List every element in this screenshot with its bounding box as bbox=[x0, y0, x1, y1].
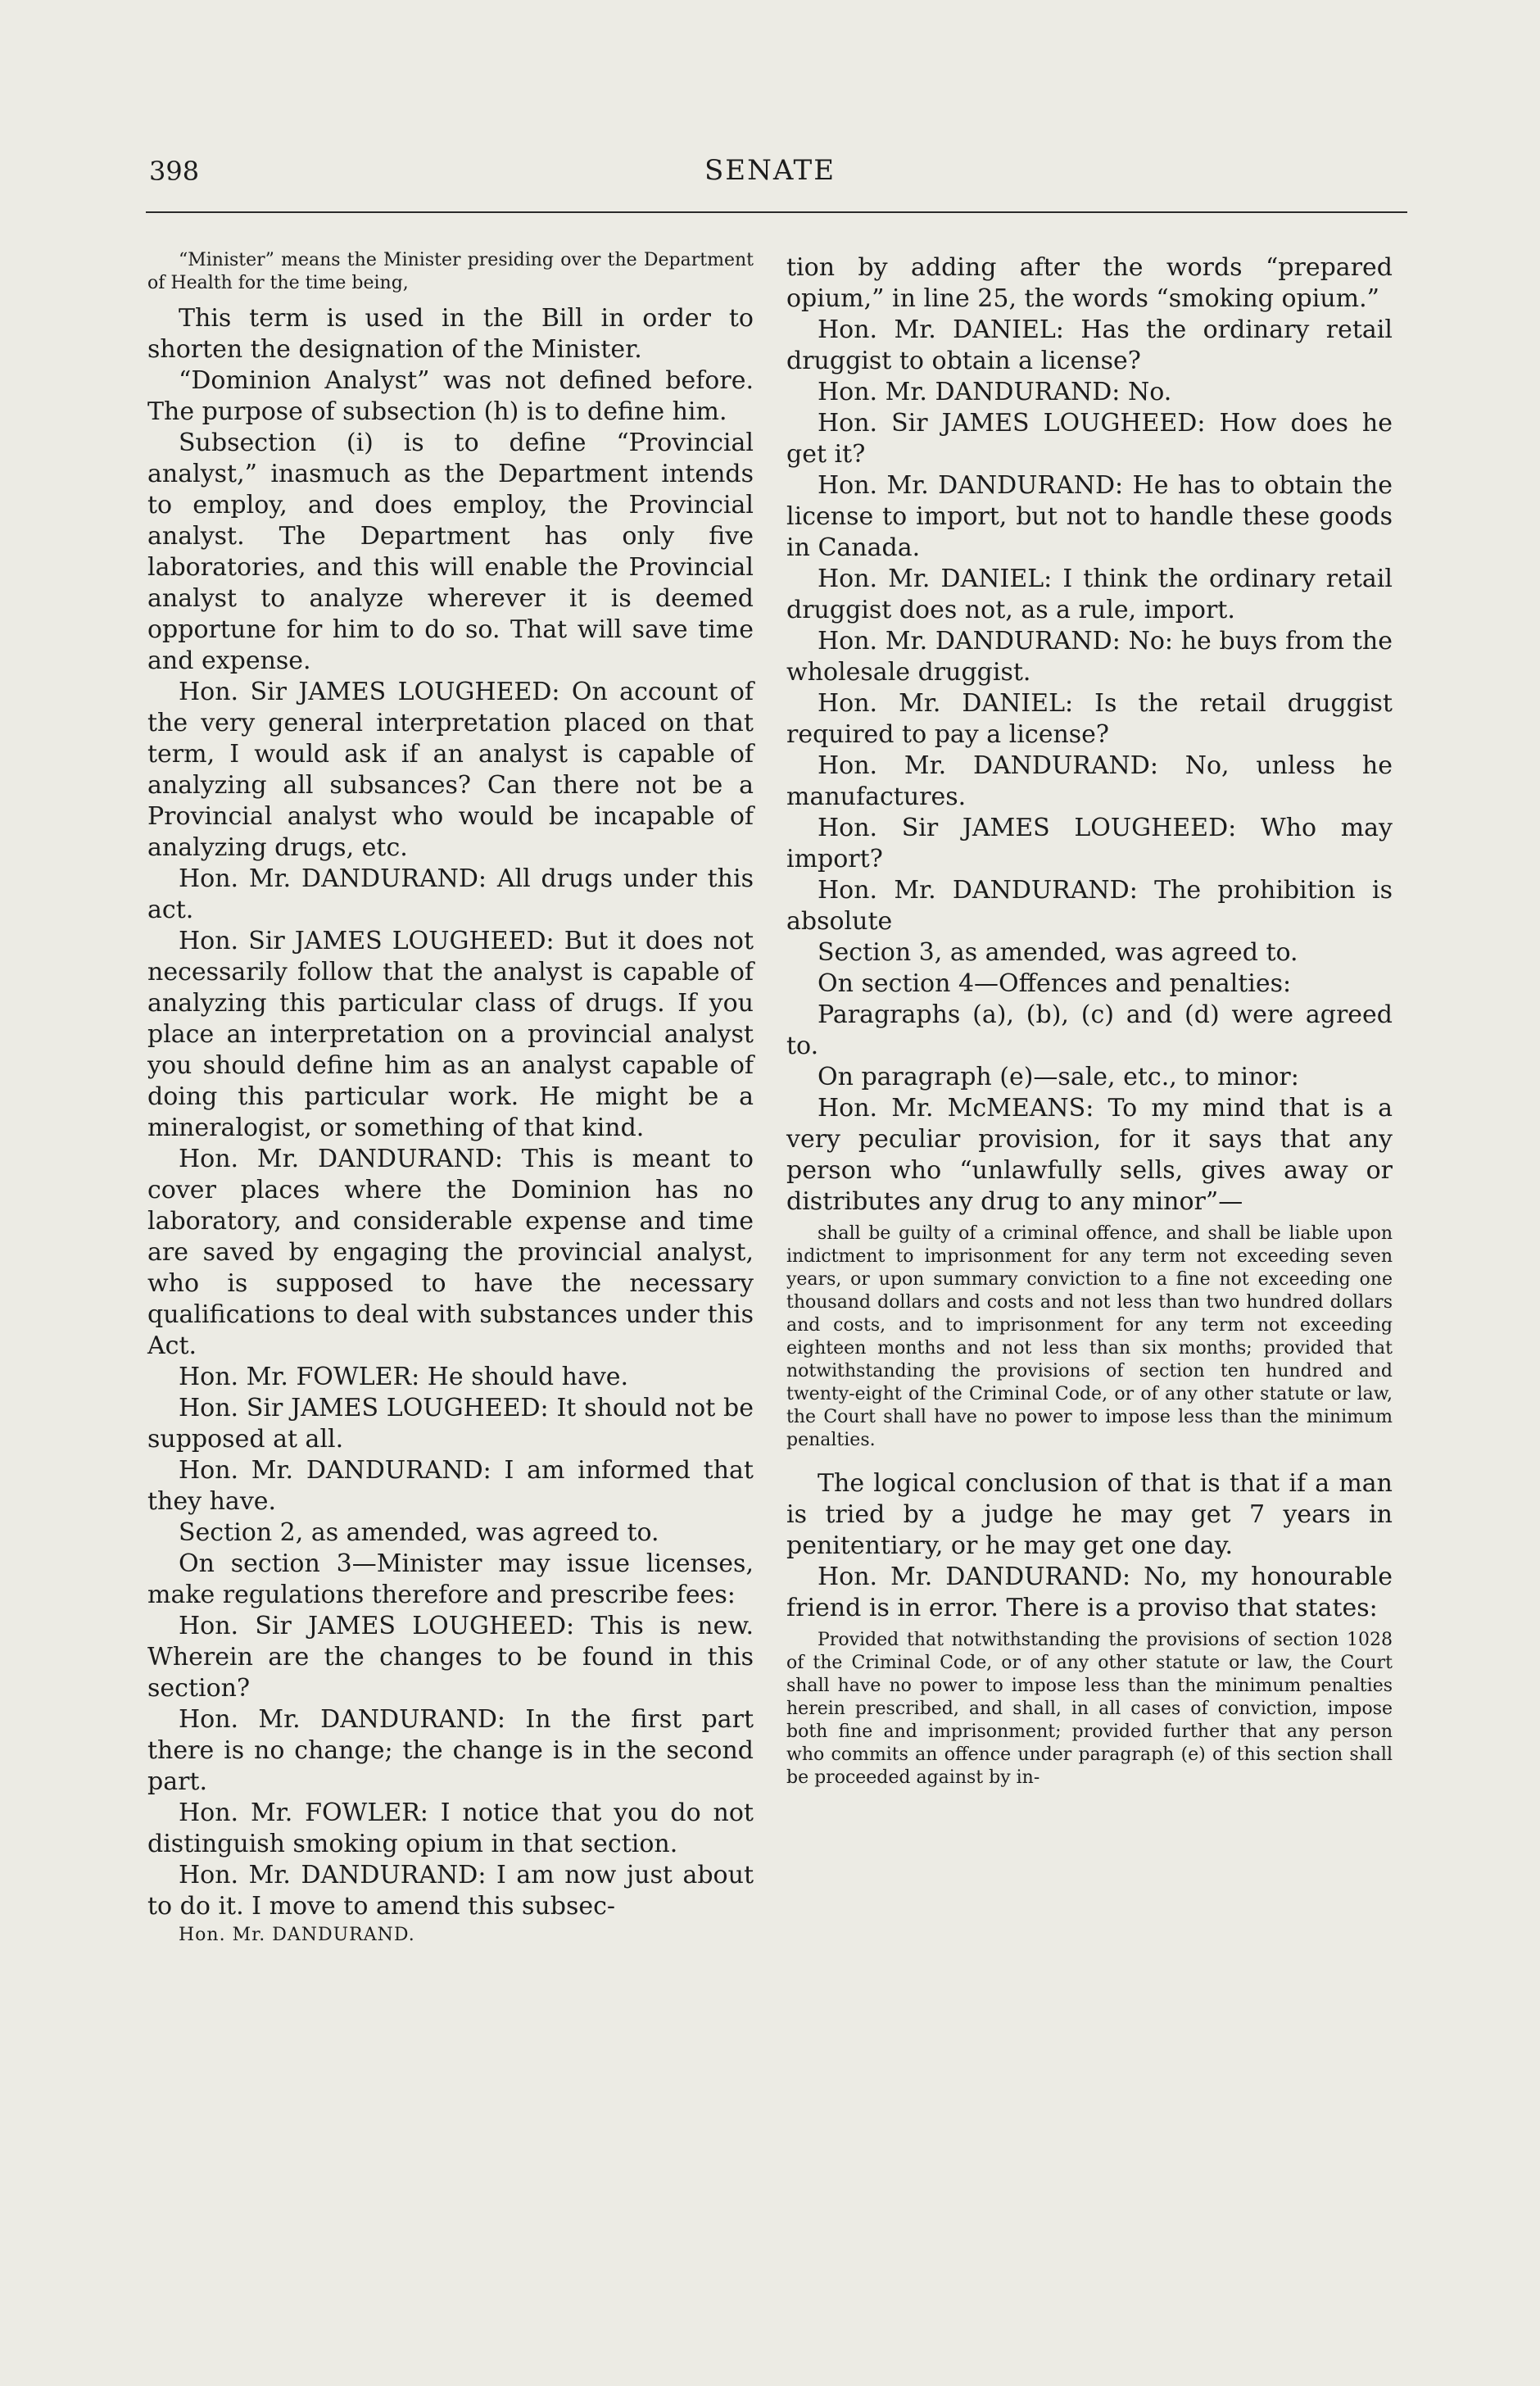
paragraph: Hon. Mr. DANDURAND: I am now just about to do it. I move to amend this subsec- bbox=[147, 1861, 754, 1921]
quoted-extract: shall be guilty of a criminal offence, and shall be liable upon indictment to imprisonment for any term not exceeding seven years, or upon summary conviction to a fine not exceeding one thousand dollars and costs and not less than two hundred dollars and costs, and to imprisonment for any term not exceeding eighteen months and not less than six months; provided that notwithstanding the provisions of section ten hundred and twenty-eight of the Criminal Code, or of any other statute or law, the Court shall have no power to impose less than the minimum penalties. bbox=[786, 1223, 1393, 1450]
paragraph: This term is used in the Bill in order to shorten the designation of the Minister. bbox=[147, 304, 754, 364]
paragraph: tion by adding after the words “prepared opium,” in line 25, the words “smoking opium.” bbox=[786, 253, 1393, 313]
paragraph: On section 4—Offences and penalties: bbox=[818, 969, 1292, 998]
paragraph: Hon. Mr. DANDURAND: All drugs under this act. bbox=[147, 864, 754, 924]
paragraph: Hon. Mr. DANIEL: Is the retail druggist required to pay a license? bbox=[786, 689, 1393, 749]
paragraph: Hon. Mr. DANDURAND: This is meant to cover places where the Dominion has no laboratory, and considerable expense and time are saved by engaging the provincial analyst, who is supposed to have the necessary qualifications to deal with substances under this Act. bbox=[147, 1145, 754, 1360]
paragraph: Hon. Mr. DANDURAND: No, unless he manufactures. bbox=[786, 751, 1393, 811]
paragraph: On paragraph (e)—sale, etc., to minor: bbox=[818, 1063, 1299, 1091]
paragraph: Hon. Sir JAMES LOUGHEED: It should not be supposed at all. bbox=[147, 1394, 754, 1454]
paragraph: Hon. Mr. FOWLER: He should have. bbox=[179, 1363, 629, 1391]
paragraph: Hon. Mr. DANDURAND: No: he buys from the wholesale druggist. bbox=[786, 627, 1393, 687]
quoted-extract: “Minister” means the Minister presiding over the Department of Health for the time being, bbox=[147, 250, 754, 293]
paragraph: Paragraphs (a), (b), (c) and (d) were agreed to. bbox=[786, 1000, 1393, 1060]
paragraph: Hon. Mr. DANDURAND: No, my honourable friend is in error. There is a proviso that states: bbox=[786, 1563, 1393, 1622]
left-column bbox=[147, 244, 754, 1947]
paragraph: Hon. Mr. DANDURAND: No. bbox=[818, 378, 1172, 406]
paragraph: Hon. Mr. McMEANS: To my mind that is a very peculiar provision, for it says that any person who “unlawfully sells, gives away or distributes any drug to any minor”— bbox=[786, 1094, 1393, 1216]
paragraph: Hon. Mr. FOWLER: I notice that you do not distinguish smoking opium in that section. bbox=[147, 1799, 754, 1858]
paragraph: Hon. Mr. DANDURAND: He has to obtain the license to import, but not to handle these goods in Canada. bbox=[786, 471, 1393, 562]
paragraph: Hon. Mr. DANIEL: I think the ordinary retail druggist does not, as a rule, import. bbox=[786, 565, 1393, 624]
paragraph: Hon. Mr. DANDURAND: I am informed that they have. bbox=[147, 1456, 754, 1516]
quoted-extract: Provided that notwithstanding the provisions of section 1028 of the Criminal Code, or of any other statute or law, the Court shall have no power to impose less than the minimum penalties herein prescribed, and shall, in all cases of conviction, impose both fine and imprisonment; provided further that any person who commits an offence under paragraph (e) of this section shall be proceeded against by in- bbox=[786, 1630, 1393, 1788]
paragraph: Hon. Mr. DANDURAND: The prohibition is absolute bbox=[786, 876, 1393, 936]
paragraph: Hon. Sir JAMES LOUGHEED: How does he get it? bbox=[786, 409, 1393, 469]
paragraph: Hon. Sir JAMES LOUGHEED: This is new. Wherein are the changes to be found in this section? bbox=[147, 1612, 754, 1703]
paragraph: Hon. Sir JAMES LOUGHEED: Who may import? bbox=[786, 814, 1393, 873]
paragraph: Section 2, as amended, was agreed to. bbox=[179, 1518, 659, 1547]
paragraph: The logical conclusion of that is that if a man is tried by a judge he may get 7 years in penitentiary, or he may get one day. bbox=[786, 1469, 1393, 1560]
page-number: 398 bbox=[149, 156, 200, 187]
footer-speaker-name: Hon. Mr. DANDURAND. bbox=[179, 1925, 415, 1945]
paragraph: “Dominion Analyst” was not defined before. The purpose of subsection (h) is to define him. bbox=[147, 366, 754, 426]
paragraph: Hon. Sir JAMES LOUGHEED: But it does not necessarily follow that the analyst is capable of analyzing this particular class of drugs. If you place an interpretation on a provincial analyst you should define him as an analyst capable of doing this particular work. He might be a mineralogist, or something of that kind. bbox=[147, 927, 754, 1142]
header-rule bbox=[146, 211, 1407, 213]
paragraph: Hon. Mr. DANIEL: Has the ordinary retail druggist to obtain a license? bbox=[786, 315, 1393, 375]
running-header: SENATE bbox=[704, 154, 836, 187]
right-column bbox=[786, 252, 1393, 1798]
paragraph: Subsection (i) is to define “Provincial analyst,” inasmuch as the Department intends to employ, and does employ, the Provincial analyst. The Department has only five laboratories, and this will enable the Provincial analyst to analyze wherever it is deemed opportune for him to do so. That will save time and expense. bbox=[147, 429, 754, 675]
paragraph: Section 3, as amended, was agreed to. bbox=[818, 938, 1298, 967]
paragraph: Hon. Sir JAMES LOUGHEED: On account of the very general interpretation placed on that term, I would ask if an analyst is capable of analyzing all subsances? Can there not be a Provincial analyst who would be incapable of analyzing drugs, etc. bbox=[147, 678, 754, 862]
paragraph: On section 3—Minister may issue licenses, make regulations therefore and prescribe fees: bbox=[147, 1549, 754, 1609]
paragraph: Hon. Mr. DANDURAND: In the first part there is no change; the change is in the second part. bbox=[147, 1705, 754, 1796]
